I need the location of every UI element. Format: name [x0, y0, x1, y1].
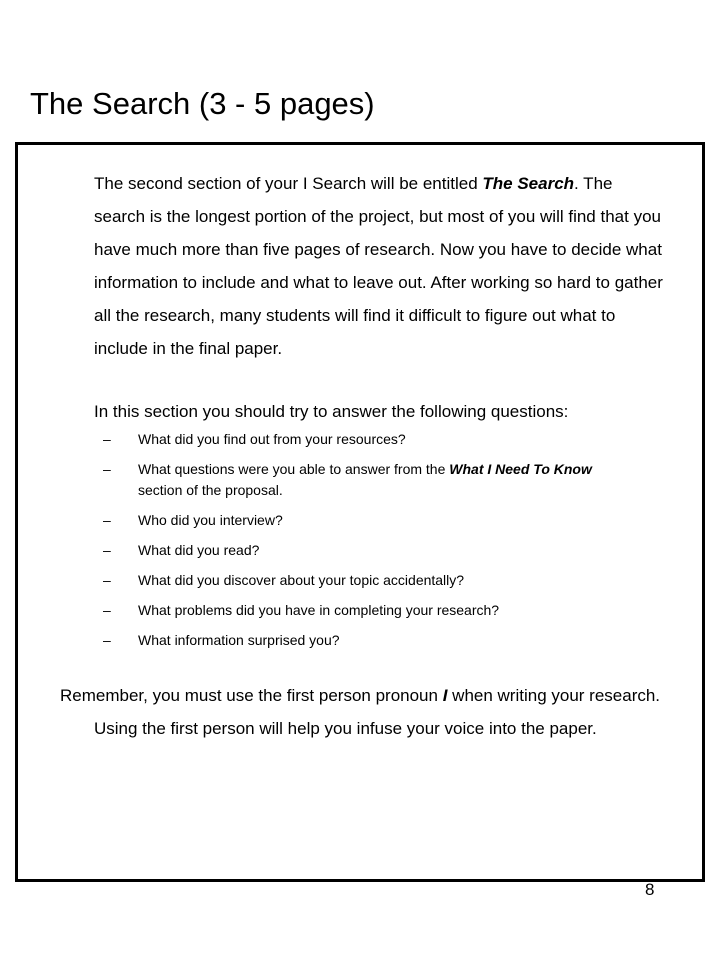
list-item	[103, 600, 623, 621]
question-text: What did you find out from your resources?	[138, 431, 406, 447]
dash-bullet: –	[103, 431, 111, 447]
dash-bullet: –	[103, 632, 111, 648]
list-item	[103, 429, 623, 450]
question-text: What did you read?	[138, 542, 260, 558]
dash-bullet: –	[103, 512, 111, 528]
slide-title: The Search (3 - 5 pages)	[30, 86, 375, 121]
dash-bullet: –	[103, 572, 111, 588]
remember-text-rest: when writing your research. Using the first person will help you infuse your voice into the paper.	[94, 686, 661, 738]
pronoun-emphasis: I	[442, 686, 448, 705]
page-number: 8	[645, 880, 655, 899]
questions-intro: In this section you should try to answer the following questions:	[94, 402, 569, 421]
dash-bullet: –	[103, 461, 111, 477]
intro-text-rest: . The search is the longest portion of the project, but most of you will find that you have much more than five pages of research. Now you have to decide what information to include and what to leave out. After working so hard to gather all the research, many students will find it difficult to figure out what to include in the final paper.	[94, 174, 663, 358]
question-text-rest: section of the proposal.	[138, 482, 283, 498]
question-text: Who did you interview?	[138, 512, 283, 528]
list-item	[103, 510, 623, 531]
question-list	[103, 429, 623, 660]
list-item	[103, 630, 623, 651]
dash-bullet: –	[103, 542, 111, 558]
question-text: What did you discover about your topic accidentally?	[138, 572, 465, 588]
remember-paragraph	[60, 679, 664, 745]
question-text: What information surprised you?	[138, 632, 340, 648]
remember-text-start: Remember, you must use the first person pronoun	[60, 686, 443, 705]
list-item	[103, 570, 623, 591]
section-name-emphasis: The Search	[482, 174, 575, 193]
dash-bullet: –	[103, 602, 111, 618]
question-text: What problems did you have in completing your research?	[138, 602, 500, 618]
intro-text-start: The second section of your I Search will be entitled	[94, 174, 483, 193]
proposal-section-emphasis: What I Need To Know	[449, 461, 592, 477]
list-item	[103, 540, 623, 561]
question-text-start: What questions were you able to answer from the	[138, 461, 450, 477]
list-item	[103, 459, 623, 501]
intro-paragraph	[94, 167, 664, 365]
